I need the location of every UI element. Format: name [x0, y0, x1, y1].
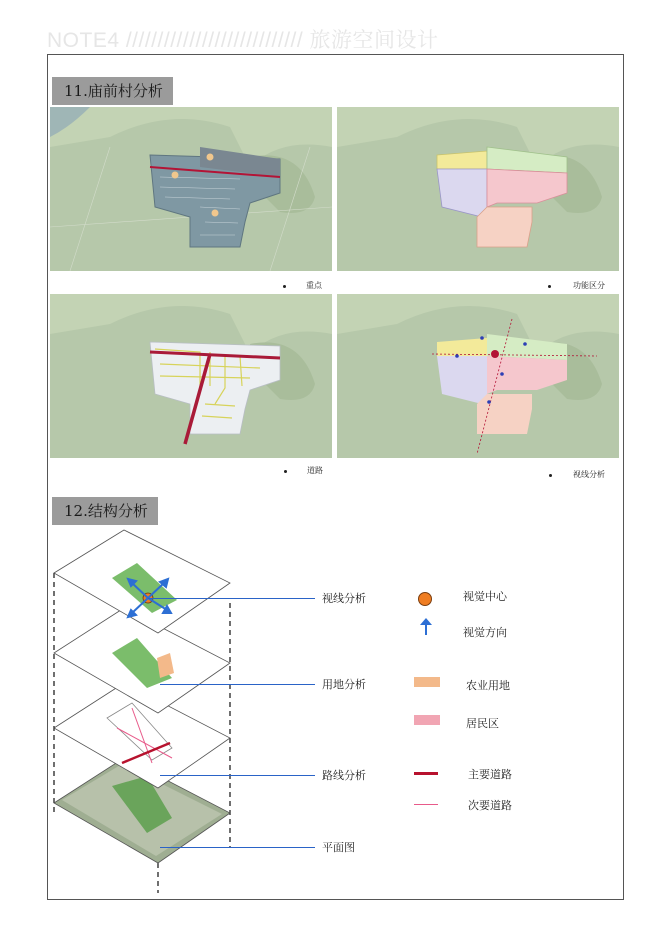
map-sightlines	[337, 294, 619, 458]
connector-line	[148, 598, 315, 599]
caption-bullet-icon	[284, 470, 287, 473]
caption-bullet-icon	[549, 474, 552, 477]
layer-label-landuse: 用地分析	[322, 678, 366, 691]
map-caption-function: 功能区分	[573, 281, 605, 290]
legend-label-visual-center: 视觉中心	[463, 590, 507, 603]
section-11-title: 11.庙前村分析	[52, 77, 173, 105]
legend-label-agricultural: 农业用地	[466, 679, 510, 692]
red-line-icon	[414, 772, 438, 775]
exploded-axonometric-diagram	[52, 528, 342, 898]
blue-arrow-icon	[419, 618, 433, 636]
connector-line	[160, 847, 315, 848]
map-caption-sightlines: 视线分析	[573, 470, 605, 479]
connector-line	[160, 775, 315, 776]
pink-swatch-icon	[414, 715, 440, 725]
caption-bullet-icon	[283, 285, 286, 288]
map-caption-focus: 重点	[306, 281, 322, 290]
layer-label-sightlines: 视线分析	[322, 592, 366, 605]
pink-line-icon	[414, 804, 438, 805]
map-function-zones	[337, 107, 619, 271]
legend-label-main-road: 主要道路	[468, 768, 512, 781]
caption-bullet-icon	[548, 285, 551, 288]
page-header-title: NOTE4 //////////////////////////// 旅游空间设计	[47, 29, 439, 52]
map-roads	[50, 294, 332, 458]
layer-label-routes: 路线分析	[322, 769, 366, 782]
orange-dot-icon	[418, 592, 432, 606]
orange-swatch-icon	[414, 677, 440, 687]
legend-label-secondary-road: 次要道路	[468, 799, 512, 812]
map-caption-roads: 道路	[307, 466, 323, 475]
layer-label-plan: 平面图	[322, 841, 355, 854]
connector-line	[160, 684, 315, 685]
legend-label-residential: 居民区	[466, 717, 499, 730]
legend-label-visual-direction: 视觉方向	[463, 626, 507, 639]
section-12-title: 12.结构分析	[52, 497, 158, 525]
map-focus	[50, 107, 332, 271]
